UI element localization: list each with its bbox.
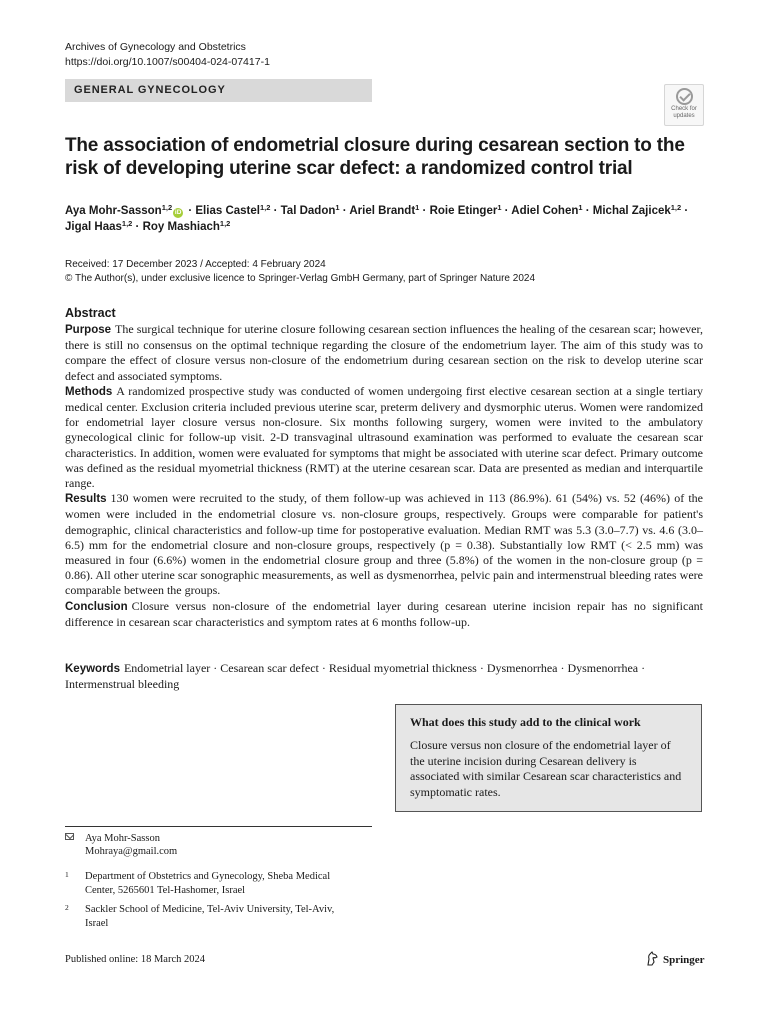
author-separator: · — [681, 205, 689, 217]
purpose-label: Purpose — [65, 324, 112, 336]
check-icon — [676, 88, 693, 105]
author-affiliation-marker: 1,2 — [670, 203, 682, 212]
methods-text: A randomized prospective study was conducted of women undergoing first elective cesarean section at a single tertiary medical center. Exclusion criteria included previous uterine scar, preterm delivery and dysmorphic uterus. Women were randomized for endometrial layer closure versus non-closure. Six months following surgery, women were invited to the ambulatory gynecological clinic for follow-up visit. 2-D transvaginal ultrasound examination was performed to evaluate the cesarean scar characteristics. In addition, women were evaluated for symptoms that might be associated with uterine scar defect. Primary outcome was defined as the residual myometrial thickness (RMT) at the uterine cesarean scar. Data are presented as median and interquartile range. — [65, 383, 703, 491]
corresponding-author — [65, 832, 177, 858]
article-title: The association of endometrial closure during cesarean section to the risk of developing uterine scar defect: a randomized control trial — [65, 135, 685, 179]
author-separator: · — [270, 205, 281, 217]
author-name: Michal Zajicek — [592, 205, 671, 217]
author-name: Aya Mohr-Sasson — [65, 205, 162, 217]
keywords — [65, 661, 703, 692]
author-separator: · — [419, 205, 430, 217]
author-name: Tal Dadon — [280, 205, 336, 217]
author-separator: · — [582, 205, 593, 217]
conclusion-text: Closure versus non-closure of the endometrial layer during cesarean uterine incision repair has no significant difference in cesarean scar characteristics and symptom rates at 6 months follow-up. — [65, 598, 703, 629]
clinical-box-text: Closure versus non closure of the endometrial layer of the uterine incision during Cesarean delivery is associated with similar Cesarean scar characteristics and symptomatic rates. — [410, 738, 682, 799]
check-for-updates-badge[interactable] — [664, 84, 704, 126]
received-accepted: Received: 17 December 2023 / Accepted: 4 February 2024 — [65, 259, 326, 270]
author[interactable] — [143, 221, 231, 233]
journal-name: Archives of Gynecology and Obstetrics — [65, 41, 246, 53]
abstract-purpose — [65, 322, 703, 384]
publisher-name: Springer — [663, 954, 705, 966]
keywords-text: Endometrial layer · Cesarean scar defect · Residual myometrial thickness · Dysmenorrhea · Dysmenorrhea · Intermenstrual bleeding — [65, 661, 646, 692]
abstract-body — [65, 322, 703, 630]
author-separator: · — [339, 205, 350, 217]
author[interactable] — [281, 205, 340, 217]
results-text: 130 women were recruited to the study, of them follow-up was achieved in 113 (86.9%). 61 (54%) vs. 52 (46%) of the women were included in the endometrial closure vs. non-closure groups, respectively. Groups were comparable for patient's demographic, clinical characteristics and follow-up time for postoperative evaluation. Median RMT was 5.3 (3.0–7.7) vs. 4.6 (3.0–6.5) mm for the endometrial closure and non-closure groups, respectively (p = 0.38). Substantially low RMT (< 2.5 mm) was measured in four (6.6%) women in the endometrial closure group and three (5.8%) of the women in the non-closure group (p = 0.86). All other uterine scar sonographic measurements, as well as dysmenorrhea, pelvic pain and intermenstrual bleeding rates were comparable between the groups. — [65, 491, 703, 598]
affiliation-text: Sackler School of Medicine, Tel-Aviv University, Tel-Aviv, Israel — [85, 904, 335, 929]
springer-horse-icon — [646, 951, 659, 966]
article-dates — [65, 258, 535, 286]
results-label: Results — [65, 493, 107, 506]
author-affiliation-marker: 1 — [415, 203, 420, 212]
author-name: Jigal Haas — [65, 221, 122, 233]
author-name: Roy Mashiach — [142, 221, 220, 233]
springer-logo — [646, 951, 705, 966]
author[interactable] — [430, 205, 502, 217]
envelope-icon — [65, 833, 74, 840]
author-affiliation-marker: 1 — [335, 203, 340, 212]
author[interactable] — [195, 205, 270, 217]
author-affiliation-marker: 1,2 — [259, 203, 271, 212]
section-band — [65, 79, 372, 102]
author[interactable] — [65, 205, 185, 217]
check-badge-line1: Check for — [671, 106, 697, 112]
journal-header — [65, 40, 270, 70]
abstract-heading: Abstract — [65, 306, 116, 320]
abstract-conclusion — [65, 599, 703, 630]
methods-label: Methods — [65, 385, 113, 398]
section-label: GENERAL GYNECOLOGY — [74, 84, 226, 96]
affiliation-number: 1 — [65, 870, 69, 879]
author-name: Ariel Brandt — [349, 205, 416, 217]
abstract-results — [65, 491, 703, 598]
affiliation-text: Department of Obstetrics and Gynecology, Sheba Medical Center, 5265601 Tel-Hashomer, Israel — [85, 871, 331, 896]
author-affiliation-marker: 1,2 — [121, 219, 133, 228]
author-list — [65, 203, 705, 235]
author-separator: · — [501, 205, 512, 217]
keywords-label: Keywords — [65, 663, 120, 675]
author-separator: · — [185, 205, 196, 217]
copyright-line: © The Author(s), under exclusive licence to Springer-Verlag GmbH Germany, part of Springer Nature 2024 — [65, 273, 535, 284]
published-online: Published online: 18 March 2024 — [65, 954, 205, 965]
author-name: Adiel Cohen — [511, 205, 579, 217]
author-affiliation-marker: 1 — [497, 203, 502, 212]
author-name: Roie Etinger — [429, 205, 498, 217]
author-name: Elias Castel — [195, 205, 260, 217]
author-separator: · — [132, 221, 143, 233]
author[interactable] — [593, 205, 681, 217]
author[interactable] — [349, 205, 419, 217]
affiliation-1 — [65, 870, 355, 897]
footnote-divider — [65, 826, 372, 827]
author[interactable] — [511, 205, 582, 217]
author-affiliation-marker: 1,2 — [161, 203, 173, 212]
conclusion-label: Conclusion — [65, 600, 128, 613]
abstract-methods — [65, 384, 703, 491]
doi-link[interactable]: https://doi.org/10.1007/s00404-024-07417-1 — [65, 56, 270, 68]
correspondence-name: Aya Mohr-Sasson — [85, 833, 160, 844]
affiliation-2 — [65, 903, 355, 930]
author-affiliation-marker: 1,2 — [219, 219, 231, 228]
clinical-box-title: What does this study add to the clinical work — [410, 715, 641, 729]
purpose-text: The surgical technique for uterine closure following cesarean section influences the healing of the cesarean scar; however, there is still no consensus on the optimal technique regarding the closure of the endometrium layer. The aim of this study was to compare the effect of closure versus non-closure of the endometrium during cesarean section on the risk to develop uterine scar defect and associated symptoms. — [65, 322, 703, 383]
check-badge-line2: updates — [673, 112, 695, 119]
clinical-work-box — [395, 704, 702, 812]
author[interactable] — [65, 221, 132, 233]
orcid-icon[interactable]: iD — [174, 209, 182, 216]
correspondence-email[interactable]: Mohraya@gmail.com — [85, 846, 178, 857]
author-affiliation-marker: 1 — [578, 203, 583, 212]
affiliation-number: 2 — [65, 903, 69, 912]
